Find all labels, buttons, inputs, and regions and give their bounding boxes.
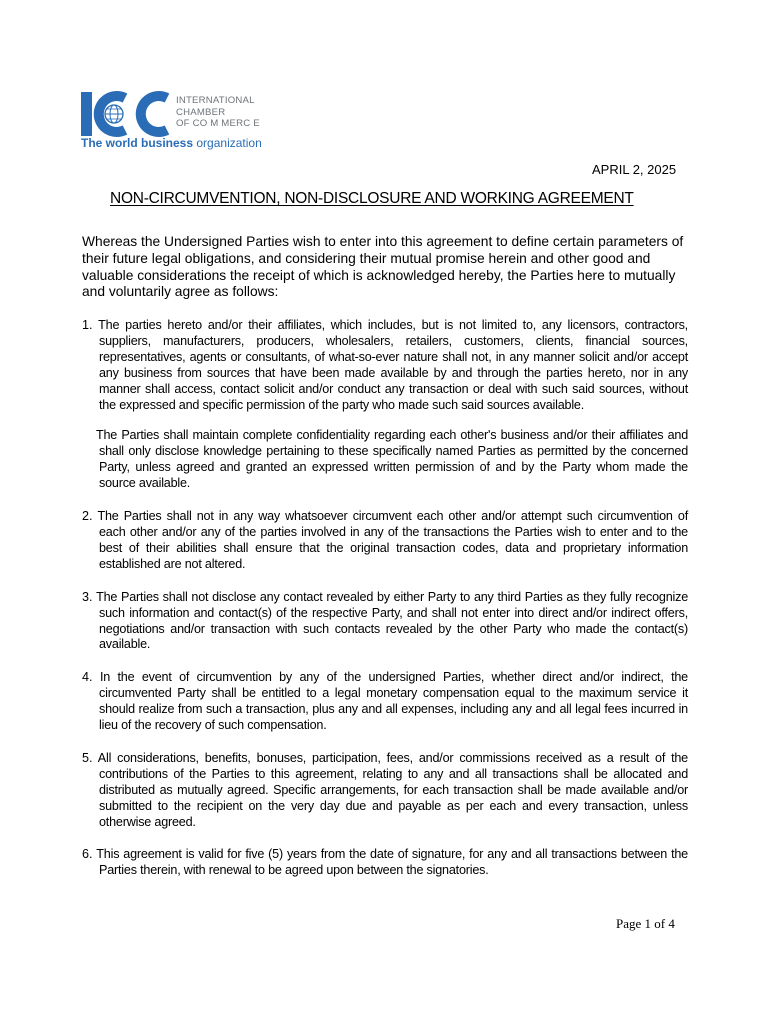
clause-1 [82,318,688,413]
clause-text: This agreement is valid for five (5) years from the date of signature, for any and all transactions between the Parties therein, with renewal to be agreed upon between the signatories. [96,847,688,878]
clause-number: 3. [82,589,93,604]
document-title: NON-CIRCUMVENTION, NON-DISCLOSURE AND WORKING AGREEMENT [110,190,634,207]
clause-text: The parties hereto and/or their affiliates, which includes, but is not limited to, any licensors, contractors, suppliers, manufacturers, producers, wholesalers, retailers, customers, clients, financial sources, representatives, agents or consultants, of what-so-ever nature shall not, in any manner solicit and/or accept any business from sources that have been made available by and through the parties hereto, nor in any manner shall access, contact solicit and/or conduct any transaction or deal with such said sources, without the expressed and specific permission of the party who made such said sources available. [98,318,688,412]
clause-number: 1. [82,318,93,332]
clause-1-confidentiality-paragraph: The Parties shall maintain complete confidentiality regarding each other's business and/or their affiliates and shall only disclose knowledge pertaining to these specifically named Parties as permitted by the concerned Party, unless agreed and granted an expressed written permission of and by the Party whom made the source available. [96,428,688,491]
logo-tagline-rest: organization [196,136,262,150]
clause-number: 2. [82,509,93,524]
clause-number: 4. [82,670,93,685]
document-date: APRIL 2, 2025 [592,162,677,177]
clause-6 [82,847,688,879]
clause-text: All considerations, benefits, bonuses, participation, fees, and/or commissions received as a result of the contributions of the Parties to this agreement, relating to any and all transactions shall be allocated and distributed as mutually agreed. Specific arrangements, for each transaction shall be made available and/or submitted to the recipient on the very day due and payable as per each and every transaction, unless otherwise agreed. [97,750,688,829]
clause-3 [82,590,688,654]
logo-org-name [176,95,260,130]
logo-org-line: OF CO M MERC E [176,118,260,129]
clause-number: 6. [82,847,93,862]
logo-org-line: INTERNATIONAL [176,95,255,106]
clause-number: 5. [82,750,93,765]
logo-tagline [81,136,262,150]
clause-list [82,318,688,896]
clause-5 [82,751,688,831]
icc-logo [81,90,281,152]
clause-4 [82,670,688,734]
clause-text: The Parties shall not in any way whatsoever circumvent each other and/or attempt such circumvention of each other and/or any of the parties involved in any of the transactions the Parties wish to enter and to the best of their abilities shall ensure that the original transaction codes, data and proprietary information established are not altered. [97,509,688,571]
intro-paragraph: Whereas the Undersigned Parties wish to enter into this agreement to define certain parameters of their future legal obligations, and considering their mutual promise herein and other good and valuable considerations the receipt of which is acknowledged hereby, the Parties here to mutually and voluntarily agree as follows: [82,234,684,300]
logo-tagline-bold: The world business [81,136,194,150]
clause-2 [82,509,688,573]
clause-text: In the event of circumvention by any of the undersigned Parties, whether direct and/or indirect, the circumvented Party shall be entitled to a legal monetary compensation equal to the maximum service it should realize from such a transaction, plus any and all expenses, including any and all legal fees incurred in lieu of the recovery of such compensation. [99,670,688,733]
icc-letters-logo [81,90,173,138]
page-number: Page 1 of 4 [616,916,675,931]
clause-text: The Parties shall not disclose any contact revealed by either Party to any third Parties as they fully recognize such information and contact(s) of the respective Party, and shall not enter into direct and/or indirect offers, negotiations and/or transaction with such contacts revealed by the other Party who made the contact(s) available. [96,589,688,652]
logo-org-line: CHAMBER [176,106,226,118]
